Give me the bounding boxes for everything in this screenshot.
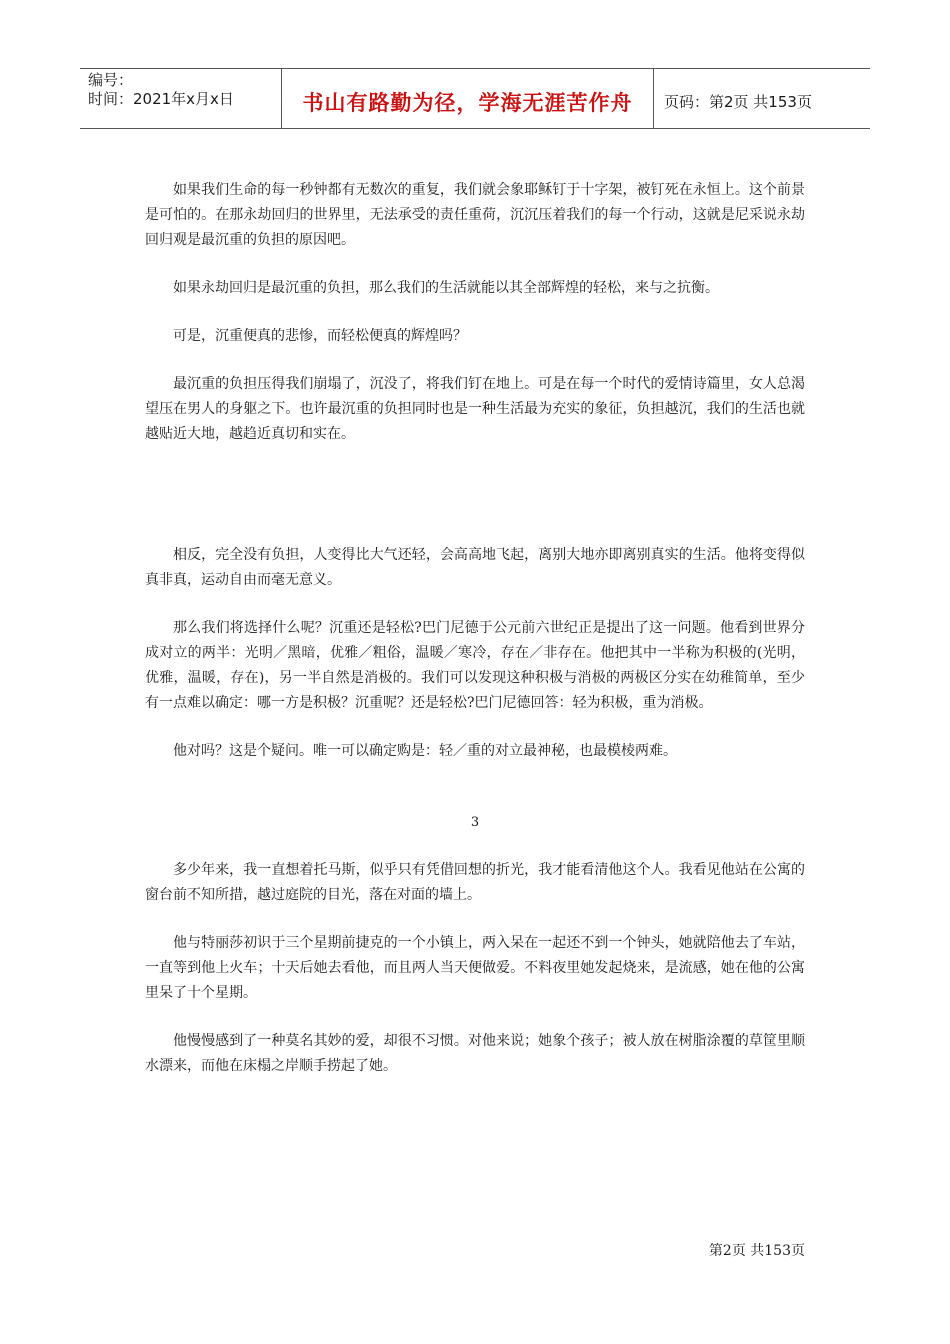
section-number: 3 [470,815,480,830]
paragraph: 如果我们生命的每一秒钟都有无数次的重复，我们就会象耶稣钉于十字架，被钉死在永恒上。这个前景是可怕的。在那永劫回归的世界里，无法承受的责任重荷，沉沉压着我们的每一个行动，这就是尼采说永劫回归观是最沉重的负担的原因吧。 [145,182,805,248]
paragraph: 他对吗？这是个疑问。唯一可以确定购是：轻／重的对立最神秘，也最模棱两难。 [173,743,677,759]
page-footer: 第2页 共153页 [708,1243,805,1259]
paragraph: 最沉重的负担压得我们崩塌了，沉没了，将我们钉在地上。可是在每一个时代的爱情诗篇里，女人总渴望压在男人的身躯之下。也许最沉重的负担同时也是一种生活最为充实的象征，负担越沉，我们的生活也就越贴近大地，越趋近真切和实在。 [145,376,805,442]
document-time-label: 时间：2021年x月x日 [88,90,234,108]
paragraph: 他慢慢感到了一种莫名其妙的爱，却很不习惯。对他来说；她象个孩子；被人放在树脂涂覆的草筐里顺水漂来，而他在床榻之岸顺手捞起了她。 [145,1033,805,1074]
paragraph: 多少年来，我一直想着托马斯，似乎只有凭借回想的折光，我才能看清他这个人。我看见他站在公寓的窗台前不知所措，越过庭院的目光，落在对面的墙上。 [145,862,805,903]
paragraph: 可是，沉重便真的悲惨，而轻松便真的辉煌吗？ [173,328,467,344]
header-meta [80,69,282,128]
paragraph: 如果永劫回归是最沉重的负担，那么我们的生活就能以其全部辉煌的轻松，来与之抗衡。 [173,280,719,296]
document-body [145,178,805,1079]
page-header [80,68,870,129]
paragraph: 那么我们将选择什么呢？沉重还是轻松?巴门尼德于公元前六世纪正是提出了这一问题。他看到世界分成对立的两半：光明／黑暗，优雅／粗俗，温暖／寒冷，存在／非存在。他把其中一半称为积极的(光明，优雅，温暖，存在)，另一半自然是消极的。我们可以发现这种积极与消极的两极区分实在幼稚简单，至少有一点难以确定：哪一方是积极？沉重呢？还是轻松?巴门尼德回答：轻为积极，重为消极。 [145,620,805,711]
header-page-info: 页码：第2页 共153页 [664,93,812,111]
paragraph: 他与特丽莎初识于三个星期前捷克的一个小镇上，两入呆在一起还不到一个钟头，她就陪他去了车站，一直等到他上火车；十天后她去看他，而且两人当天便做爱。不料夜里她发起烧来，是流感，她在他的公寓里呆了十个星期。 [145,935,805,1001]
paragraph: 相反，完全没有负担，人变得比大气还轻，会高高地飞起，离别大地亦即离别真实的生活。他将变得似真非真，运动自由而毫无意义。 [145,547,805,588]
header-motto: 书山有路勤为径，学海无涯苦作舟 [282,69,654,128]
document-number-label: 编号： [88,71,134,89]
